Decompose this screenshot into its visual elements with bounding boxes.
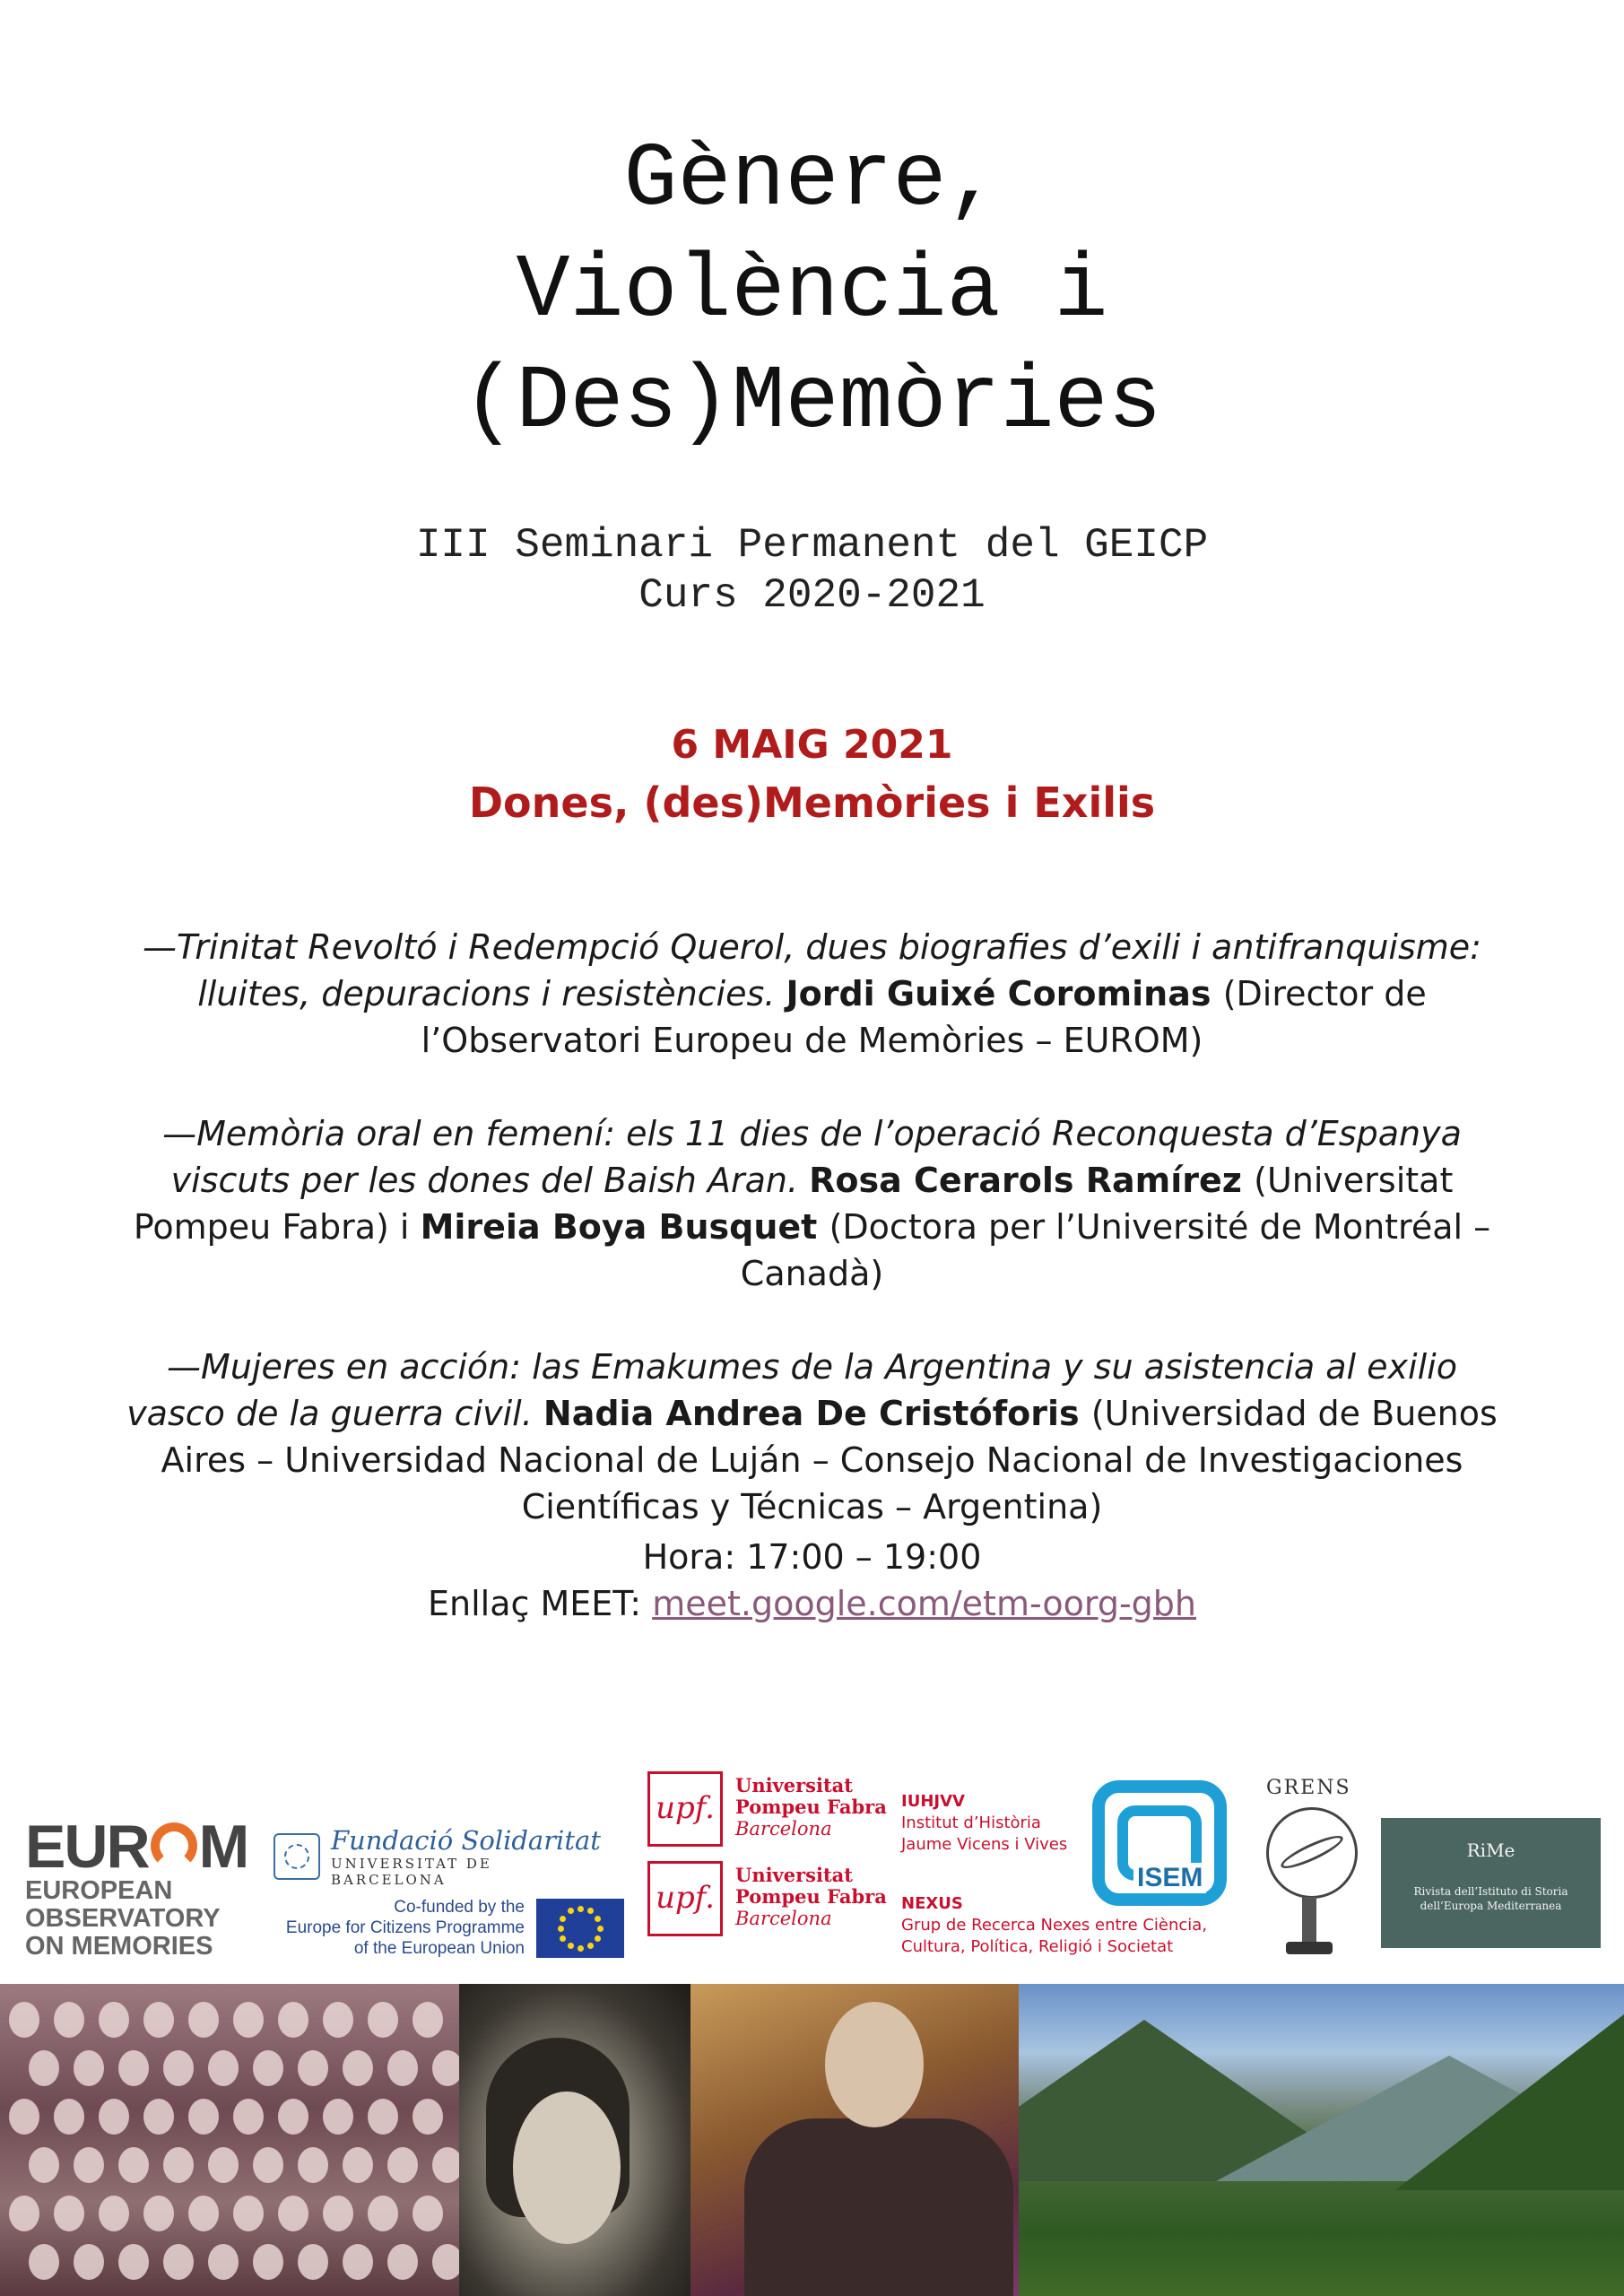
valley-landscape-photo	[1019, 1984, 1624, 2296]
talk-affiliation: (Director de l’Observatori Europeu de Memòries – EUROM)	[421, 974, 1427, 1060]
photo-face	[54, 2002, 84, 2038]
talk-speaker: Jordi Guixé Corominas	[786, 974, 1223, 1013]
photo-face	[99, 2099, 129, 2135]
photo-face	[432, 2050, 459, 2086]
talk-affiliation: (Universitat Pompeu Fabra) i	[133, 1161, 1454, 1247]
photo-face	[163, 2147, 194, 2183]
meet-link[interactable]: meet.google.com/etm-oorg-gbh	[652, 1584, 1196, 1623]
talk-title: —Memòria oral en femení: els 11 dies de l’operació Reconquesta d’Espanya viscuts per les dones del Baish Aran.	[162, 1114, 1462, 1200]
elderly-woman-photo	[690, 1984, 1019, 2296]
photo-face	[143, 2196, 174, 2231]
photo-face	[233, 2196, 264, 2231]
eurom-line-1: EUROPEAN	[25, 1876, 173, 1905]
isem-logo: ISEM	[1083, 1780, 1236, 1910]
talk-title: —Trinitat Revoltó i Redempció Querol, dues biografies d’exili i antifranquisme: lluites, depuracions i resistències.	[143, 927, 1481, 1013]
photo-face	[99, 2196, 129, 2231]
eurom-logo	[25, 1813, 267, 1961]
fundacio-logo	[274, 1825, 614, 1888]
photo-face	[323, 2196, 353, 2231]
photo-face	[233, 2099, 264, 2135]
talk-title: —Mujeres en acción: las Emakumes de la Argentina y su asistencia al exilio vasco de la guerra civil.	[126, 1347, 1457, 1433]
fundacio-university: UNIVERSITAT DE BARCELONA	[330, 1856, 492, 1888]
eu-star-icon	[595, 1916, 601, 1922]
photo-face	[278, 2099, 308, 2135]
armillary-sphere-icon	[1266, 1807, 1358, 1899]
photo-face	[413, 2196, 443, 2231]
session-date: 6 MAIG 2021	[671, 722, 953, 768]
eu-star-icon	[560, 1935, 566, 1942]
rime-logo: RiMe Rivista dell’Istituto di Storia dell’Europa Mediterranea	[1381, 1818, 1601, 1948]
talk-item	[117, 924, 1507, 1064]
session-time: Hora: 17:00 – 19:00	[642, 1537, 982, 1577]
sponsor-logos	[0, 1771, 1624, 1978]
eu-flag-icon	[536, 1899, 624, 1958]
session-header	[0, 718, 1624, 832]
title-line-3: (Des)Memòries	[462, 352, 1162, 454]
session-title: Dones, (des)Memòries i Exilis	[468, 778, 1156, 827]
photo-strip	[0, 1984, 1624, 2296]
photo-face	[29, 2244, 59, 2280]
photo-face	[74, 2050, 104, 2086]
eu-star-icon	[597, 1926, 604, 1932]
photo-face	[29, 2147, 59, 2183]
upf-mark: upf.	[647, 1771, 723, 1847]
eu-star-icon	[578, 1906, 584, 1912]
eu-star-icon	[568, 1943, 574, 1949]
photo-face	[233, 2002, 264, 2038]
eu-star-icon	[568, 1908, 574, 1914]
talk-item	[117, 1110, 1507, 1297]
photo-face	[29, 2050, 59, 2086]
fundacio-emblem-icon	[274, 1833, 320, 1880]
title-line-2: Violència i	[516, 241, 1108, 343]
photo-face	[208, 2147, 239, 2183]
session-info	[0, 1534, 1624, 1627]
poster-title	[0, 126, 1624, 459]
title-line-1: Gènere,	[623, 130, 1001, 231]
photo-face	[118, 2244, 149, 2280]
photo-face	[54, 2196, 84, 2231]
eurom-o-icon	[151, 1822, 197, 1869]
eu-star-icon	[560, 1916, 566, 1922]
photo-face	[413, 2002, 443, 2038]
photo-face	[9, 2002, 39, 2038]
upf-logo: upf. Universitat Pompeu Fabra Barcelona	[647, 1861, 890, 1936]
eu-star-icon	[578, 1945, 584, 1952]
photo-face	[298, 2244, 328, 2280]
photo-face	[387, 2050, 418, 2086]
poster-subtitle	[0, 520, 1624, 621]
eu-star-icon	[587, 1943, 594, 1949]
eu-cofunded-text: Co-funded by the Europe for Citizens Programme of the European Union	[285, 1898, 525, 1958]
photo-face	[188, 2099, 219, 2135]
photo-face	[368, 2196, 398, 2231]
iuhjvv-logo: IUHJVV Institut d’Història Jaume Vicens i Vives	[901, 1792, 1068, 1854]
talk-list	[117, 924, 1507, 1577]
photo-face	[298, 2147, 328, 2183]
photo-face	[143, 2099, 174, 2135]
photo-face	[323, 2002, 353, 2038]
talk-item	[117, 1344, 1507, 1530]
photo-face	[54, 2099, 84, 2135]
photo-face	[118, 2147, 149, 2183]
upf-logo: upf. Universitat Pompeu Fabra Barcelona	[647, 1771, 890, 1847]
photo-face	[188, 2002, 219, 2038]
photo-face	[143, 2002, 174, 2038]
grens-logo: GRENS	[1248, 1771, 1369, 1969]
photo-face	[163, 2050, 194, 2086]
photo-face	[387, 2244, 418, 2280]
photo-face	[368, 2002, 398, 2038]
photo-face	[208, 2050, 239, 2086]
talk-affiliation: (Doctora per l’Université de Montréal – Canadà)	[740, 1207, 1491, 1293]
fundacio-name: Fundació Solidaritat	[330, 1825, 601, 1856]
photo-face	[323, 2099, 353, 2135]
nexus-logo: NEXUS Grup de Recerca Nexes entre Ciència, Cultura, Política, Religió i Societat	[901, 1894, 1208, 1956]
photo-face	[9, 2196, 39, 2231]
photo-face	[9, 2099, 39, 2135]
group-photo	[0, 1984, 459, 2296]
photo-face	[343, 2244, 373, 2280]
meet-link-row	[0, 1580, 1624, 1627]
photo-face	[413, 2099, 443, 2135]
eu-star-icon	[587, 1908, 594, 1914]
eurom-line-3: ON MEMORIES	[25, 1932, 213, 1961]
photo-face	[278, 2002, 308, 2038]
talk-affiliation: (Universidad de Buenos Aires – Universidad Nacional de Luján – Consejo Nacional de Investigaciones Científicas y Técnicas – Argentina)	[161, 1394, 1498, 1526]
subtitle-line-1: III Seminari Permanent del GEICP	[415, 522, 1209, 569]
photo-face	[99, 2002, 129, 2038]
eurom-wordmark: EUR M	[25, 1813, 248, 1881]
photo-face	[387, 2147, 418, 2183]
photo-face	[278, 2196, 308, 2231]
photo-face	[432, 2147, 459, 2183]
eu-star-icon	[558, 1926, 564, 1932]
photo-face	[298, 2050, 328, 2086]
subtitle-line-2: Curs 2020-2021	[638, 572, 986, 619]
photo-face	[253, 2244, 283, 2280]
eu-star-icon	[595, 1935, 601, 1942]
talk-speaker: Nadia Andrea De Cristóforis	[543, 1394, 1091, 1433]
photo-face	[368, 2099, 398, 2135]
photo-face	[343, 2147, 373, 2183]
photo-face	[118, 2050, 149, 2086]
upf-mark: upf.	[647, 1861, 723, 1936]
portrait-photo	[459, 1984, 690, 2296]
photo-face	[74, 2244, 104, 2280]
eurom-line-2: OBSERVATORY	[25, 1904, 221, 1933]
photo-face	[163, 2244, 194, 2280]
meet-link-label: Enllaç MEET:	[427, 1584, 642, 1623]
photo-face	[188, 2196, 219, 2231]
photo-face	[253, 2050, 283, 2086]
photo-face	[208, 2244, 239, 2280]
talk-speaker: Mireia Boya Busquet	[420, 1207, 829, 1247]
photo-face	[253, 2147, 283, 2183]
talk-speaker: Rosa Cerarols Ramírez	[809, 1161, 1255, 1200]
photo-face	[432, 2244, 459, 2280]
photo-face	[343, 2050, 373, 2086]
photo-face	[74, 2147, 104, 2183]
